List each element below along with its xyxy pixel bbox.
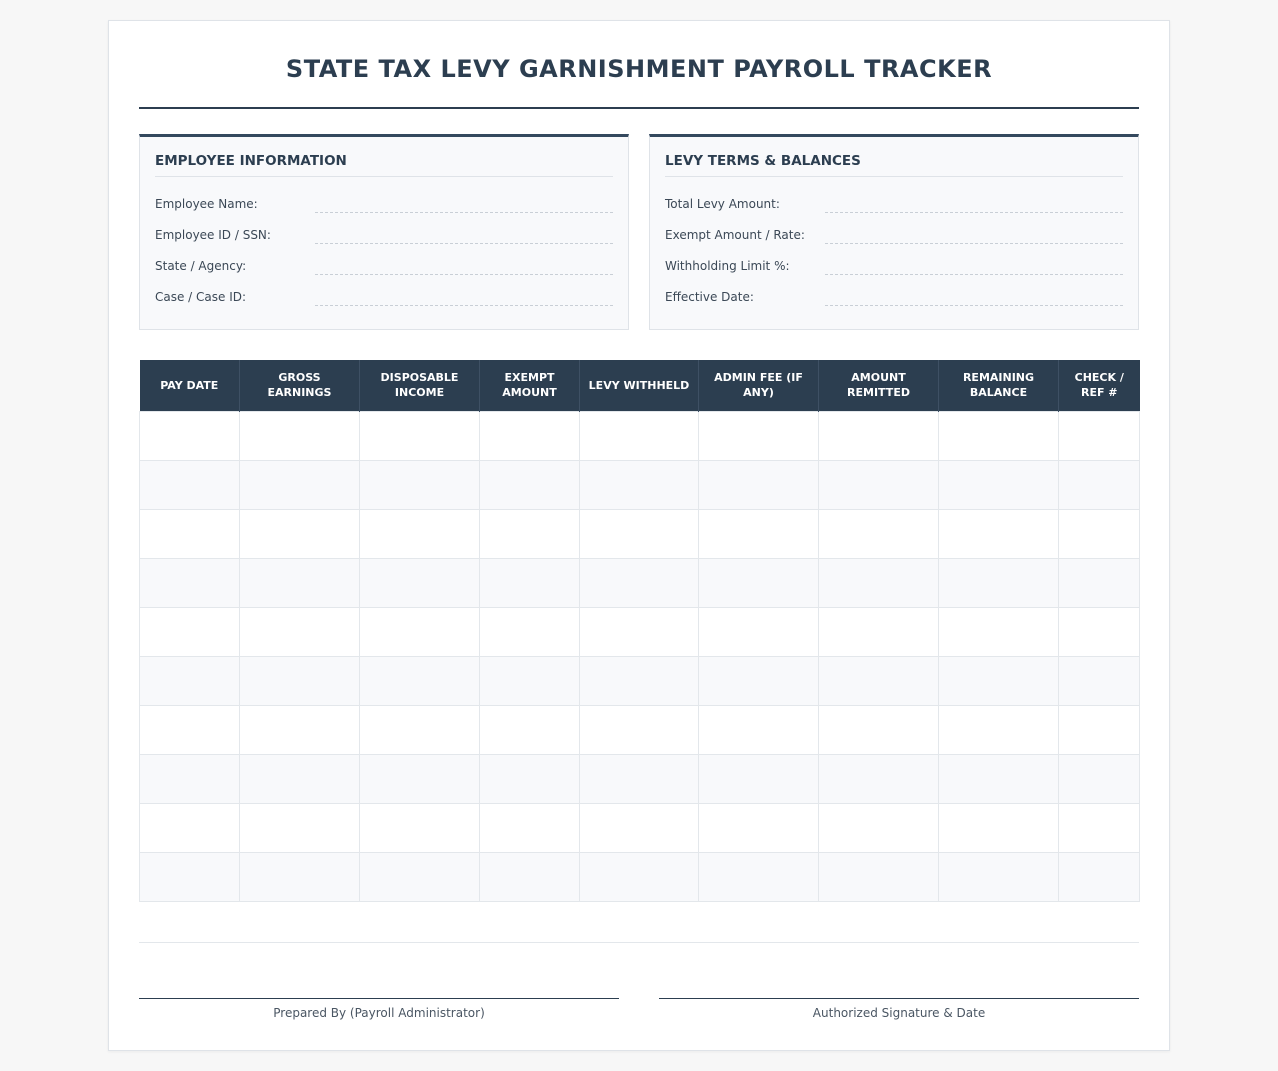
ledger-cell[interactable] <box>480 460 580 509</box>
ledger-cell[interactable] <box>240 411 360 460</box>
total-levy-input[interactable] <box>825 195 1123 213</box>
ledger-cell[interactable] <box>240 852 360 901</box>
ledger-cell[interactable] <box>939 656 1059 705</box>
authorized-signature[interactable]: Authorized Signature & Date <box>659 998 1139 1020</box>
ledger-cell[interactable] <box>1059 411 1140 460</box>
ledger-cell[interactable] <box>939 803 1059 852</box>
effective-date-field <box>665 276 1123 307</box>
ledger-cell[interactable] <box>580 460 699 509</box>
ledger-cell[interactable] <box>480 852 580 901</box>
info-row <box>139 134 1139 330</box>
table-row <box>140 460 1140 509</box>
ledger-cell[interactable] <box>1059 509 1140 558</box>
ledger-cell[interactable] <box>699 558 819 607</box>
ledger-cell[interactable] <box>480 656 580 705</box>
ledger-cell[interactable] <box>1059 558 1140 607</box>
ledger-cell[interactable] <box>819 803 939 852</box>
ledger-cell[interactable] <box>140 656 240 705</box>
column-header: CHECK / REF # <box>1059 360 1140 411</box>
footer-divider <box>139 942 1139 943</box>
ledger-cell[interactable] <box>699 803 819 852</box>
column-header: AMOUNT REMITTED <box>819 360 939 411</box>
ledger-cell[interactable] <box>140 803 240 852</box>
field-label: Case / Case ID: <box>155 290 247 304</box>
ledger-cell[interactable] <box>360 460 480 509</box>
table-row <box>140 607 1140 656</box>
ledger-cell[interactable] <box>939 558 1059 607</box>
ledger-cell[interactable] <box>1059 656 1140 705</box>
ledger-cell[interactable] <box>699 509 819 558</box>
ledger-cell[interactable] <box>819 509 939 558</box>
ledger-cell[interactable] <box>939 852 1059 901</box>
employee-name-input[interactable] <box>315 195 613 213</box>
table-header-row <box>140 360 1140 411</box>
ledger-cell[interactable] <box>140 509 240 558</box>
table-row <box>140 754 1140 803</box>
withholding-limit-input[interactable] <box>825 257 1123 275</box>
column-header: REMAINING BALANCE <box>939 360 1059 411</box>
ledger-cell[interactable] <box>580 509 699 558</box>
ledger-cell[interactable] <box>480 509 580 558</box>
column-header: EXEMPT AMOUNT <box>480 360 580 411</box>
field-label: State / Agency: <box>155 259 247 273</box>
ledger-cell[interactable] <box>580 803 699 852</box>
employee-info-panel <box>139 134 629 330</box>
field-label: Employee Name: <box>155 197 258 211</box>
ledger-cell[interactable] <box>480 411 580 460</box>
ledger-cell[interactable] <box>140 411 240 460</box>
ledger-cell[interactable] <box>580 411 699 460</box>
ledger-cell[interactable] <box>360 803 480 852</box>
column-header: PAY DATE <box>140 360 240 411</box>
column-header: GROSS EARNINGS <box>240 360 360 411</box>
employee-info-heading: EMPLOYEE INFORMATION <box>155 153 613 177</box>
ledger-cell[interactable] <box>240 509 360 558</box>
ledger-cell[interactable] <box>1059 607 1140 656</box>
ledger-cell[interactable] <box>360 852 480 901</box>
ledger-cell[interactable] <box>480 705 580 754</box>
ledger-cell[interactable] <box>240 656 360 705</box>
ledger-cell[interactable] <box>699 607 819 656</box>
ledger-cell[interactable] <box>240 558 360 607</box>
ledger-cell[interactable] <box>360 558 480 607</box>
ledger-cell[interactable] <box>140 558 240 607</box>
withholding-limit-field <box>665 245 1123 276</box>
ledger-cell[interactable] <box>819 411 939 460</box>
state-agency-field <box>155 245 613 276</box>
tracker-page <box>108 20 1170 1051</box>
table-row <box>140 411 1140 460</box>
payroll-ledger-table <box>139 360 1140 902</box>
ledger-cell[interactable] <box>939 607 1059 656</box>
table-row <box>140 852 1140 901</box>
employee-name-field <box>155 183 613 214</box>
ledger-cell[interactable] <box>939 754 1059 803</box>
ledger-cell[interactable] <box>240 460 360 509</box>
ledger-cell[interactable] <box>939 411 1059 460</box>
ledger-cell[interactable] <box>1059 705 1140 754</box>
employee-id-field <box>155 214 613 245</box>
page-title: STATE TAX LEVY GARNISHMENT PAYROLL TRACKER <box>139 21 1139 109</box>
ledger-cell[interactable] <box>360 509 480 558</box>
ledger-cell[interactable] <box>699 705 819 754</box>
ledger-cell[interactable] <box>140 460 240 509</box>
ledger-cell[interactable] <box>699 460 819 509</box>
table-row <box>140 803 1140 852</box>
exempt-rate-field <box>665 214 1123 245</box>
ledger-cell[interactable] <box>939 509 1059 558</box>
ledger-cell[interactable] <box>819 852 939 901</box>
ledger-cell[interactable] <box>939 460 1059 509</box>
ledger-cell[interactable] <box>699 411 819 460</box>
field-label: Effective Date: <box>665 290 754 304</box>
levy-terms-heading: LEVY TERMS & BALANCES <box>665 153 1123 177</box>
ledger-cell[interactable] <box>140 607 240 656</box>
ledger-cell[interactable] <box>580 705 699 754</box>
ledger-cell[interactable] <box>1059 803 1140 852</box>
ledger-cell[interactable] <box>1059 754 1140 803</box>
ledger-cell[interactable] <box>1059 460 1140 509</box>
ledger-cell[interactable] <box>699 852 819 901</box>
ledger-cell[interactable] <box>580 656 699 705</box>
ledger-cell[interactable] <box>580 558 699 607</box>
ledger-cell[interactable] <box>140 705 240 754</box>
case-id-field <box>155 276 613 307</box>
state-agency-input[interactable] <box>315 257 613 275</box>
ledger-cell[interactable] <box>140 852 240 901</box>
ledger-cell[interactable] <box>480 803 580 852</box>
effective-date-input[interactable] <box>825 288 1123 306</box>
table-row <box>140 509 1140 558</box>
signature-row <box>139 998 1139 1020</box>
ledger-cell[interactable] <box>819 607 939 656</box>
ledger-cell[interactable] <box>240 803 360 852</box>
levy-terms-panel <box>649 134 1139 330</box>
ledger-cell[interactable] <box>939 705 1059 754</box>
ledger-cell[interactable] <box>1059 852 1140 901</box>
ledger-cell[interactable] <box>819 558 939 607</box>
ledger-cell[interactable] <box>360 607 480 656</box>
ledger-cell[interactable] <box>580 754 699 803</box>
ledger-body <box>140 411 1140 901</box>
table-row <box>140 705 1140 754</box>
table-row <box>140 656 1140 705</box>
ledger-cell[interactable] <box>819 754 939 803</box>
ledger-cell[interactable] <box>140 754 240 803</box>
ledger-cell[interactable] <box>360 656 480 705</box>
total-levy-field <box>665 183 1123 214</box>
column-header: DISPOSABLE INCOME <box>360 360 480 411</box>
ledger-cell[interactable] <box>240 754 360 803</box>
ledger-cell[interactable] <box>240 705 360 754</box>
ledger-cell[interactable] <box>580 607 699 656</box>
ledger-cell[interactable] <box>480 607 580 656</box>
case-id-input[interactable] <box>315 288 613 306</box>
field-label: Employee ID / SSN: <box>155 228 271 242</box>
field-label: Exempt Amount / Rate: <box>665 228 805 242</box>
ledger-cell[interactable] <box>819 656 939 705</box>
ledger-cell[interactable] <box>819 460 939 509</box>
ledger-cell[interactable] <box>240 607 360 656</box>
ledger-cell[interactable] <box>480 558 580 607</box>
ledger-cell[interactable] <box>360 705 480 754</box>
table-row <box>140 558 1140 607</box>
employee-id-input[interactable] <box>315 226 613 244</box>
ledger-cell[interactable] <box>699 754 819 803</box>
field-label: Total Levy Amount: <box>665 197 780 211</box>
ledger-cell[interactable] <box>580 852 699 901</box>
field-label: Withholding Limit %: <box>665 259 790 273</box>
ledger-cell[interactable] <box>480 754 580 803</box>
ledger-cell[interactable] <box>819 705 939 754</box>
ledger-cell[interactable] <box>699 656 819 705</box>
column-header: ADMIN FEE (IF ANY) <box>699 360 819 411</box>
exempt-rate-input[interactable] <box>825 226 1123 244</box>
ledger-cell[interactable] <box>360 754 480 803</box>
ledger-cell[interactable] <box>360 411 480 460</box>
column-header: LEVY WITHHELD <box>580 360 699 411</box>
prepared-by-signature[interactable]: Prepared By (Payroll Administrator) <box>139 998 619 1020</box>
